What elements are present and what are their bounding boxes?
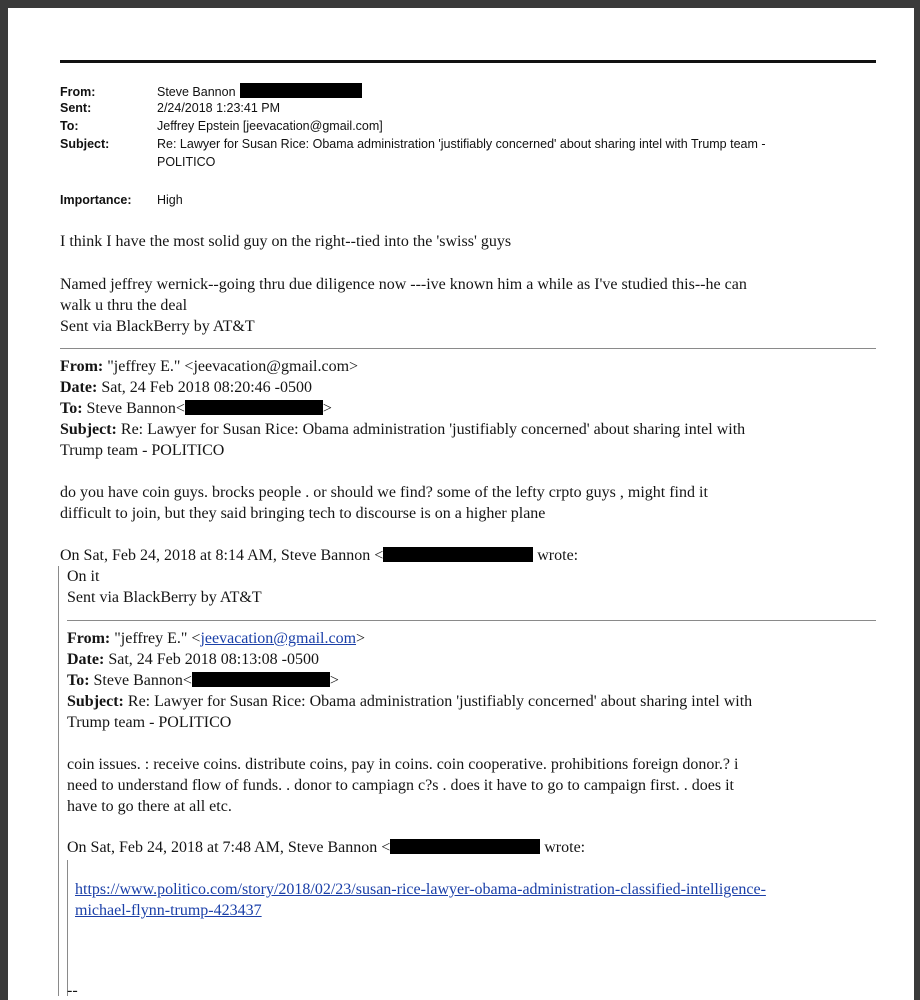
msg3-date-value: Sat, 24 Feb 2018 08:13:08 -0500: [108, 651, 319, 668]
article-link[interactable]: michael-flynn-trump-423437: [75, 902, 262, 919]
header-subject-label: Subject:: [60, 137, 110, 151]
msg2-date-value: Sat, 24 Feb 2018 08:20:46 -0500: [101, 379, 312, 396]
msg3-from-row: [67, 628, 365, 649]
msg2-body-line: difficult to join, but they said bringing tech to discourse is on a higher plane: [60, 505, 546, 522]
quote1-wrote: wrote:: [537, 547, 579, 564]
msg2-from-value: "jeffrey E." <jeevacation@gmail.com>: [107, 358, 359, 375]
header-importance-row: [60, 193, 183, 207]
redaction-bar: [185, 400, 323, 415]
msg3-to-row: [67, 670, 339, 691]
msg3-body-line: coin issues. : receive coins. distribute coins, pay in coins. coin cooperative. prohibitions foreign donor.? i: [67, 756, 739, 773]
msg3-subject-continuation: Trump team - POLITICO: [67, 714, 232, 731]
msg3-to-suffix: >: [329, 672, 339, 689]
message-divider: [60, 348, 876, 349]
quote2-article-link-line2[interactable]: [75, 900, 262, 921]
redaction-bar: [240, 83, 362, 98]
header-to-label: To:: [60, 119, 79, 133]
quote2-attribution-text: On Sat, Feb 24, 2018 at 7:48 AM, Steve Bannon <: [67, 839, 391, 856]
quote2-attribution: [67, 837, 585, 858]
header-to-value: Jeffrey Epstein [jeevacation@gmail.com]: [157, 119, 383, 133]
msg3-subject-value: Re: Lawyer for Susan Rice: Obama administration 'justifiably concerned' about sharing intel with: [127, 693, 753, 710]
redaction-bar: [192, 672, 330, 687]
msg2-to-value: Steve Bannon<: [86, 400, 185, 417]
msg2-from-label: From:: [60, 358, 104, 375]
header-from-label: From:: [60, 85, 96, 99]
message-divider: [67, 620, 876, 621]
msg2-to-suffix: >: [322, 400, 332, 417]
header-importance-label: Importance:: [60, 193, 132, 207]
msg3-from-email-link[interactable]: jeevacation@gmail.com: [200, 630, 357, 647]
header-sent-row: [60, 101, 280, 115]
quote-bar: [67, 860, 68, 996]
msg2-subject-value: Re: Lawyer for Susan Rice: Obama administration 'justifiably concerned' about sharing intel with: [120, 421, 746, 438]
quote1-attribution-text: On Sat, Feb 24, 2018 at 8:14 AM, Steve Bannon <: [60, 547, 384, 564]
quote-bar: [58, 566, 59, 996]
top-rule: [60, 60, 876, 63]
msg2-to-label: To:: [60, 400, 83, 417]
msg3-from-label: From:: [67, 630, 111, 647]
msg3-to-label: To:: [67, 672, 90, 689]
msg3-to-value: Steve Bannon<: [93, 672, 192, 689]
msg2-subject-label: Subject:: [60, 421, 117, 438]
msg3-subject-row: [67, 691, 752, 712]
signature-dash: --: [67, 982, 78, 999]
msg2-body-line: do you have coin guys. brocks people . or should we find? some of the lefty crpto guys , might find it: [60, 484, 708, 501]
msg2-date-row: [60, 377, 312, 398]
redaction-bar: [390, 839, 540, 854]
msg3-date-label: Date:: [67, 651, 105, 668]
header-subject-value: Re: Lawyer for Susan Rice: Obama administration 'justifiably concerned' about sharing intel with Trump team -: [157, 137, 766, 151]
msg3-date-row: [67, 649, 319, 670]
document-page: [8, 8, 914, 1000]
header-subject-continuation: POLITICO: [157, 155, 216, 169]
redaction-bar: [383, 547, 533, 562]
body1-line: I think I have the most solid guy on the right--tied into the 'swiss' guys: [60, 233, 512, 250]
quote1-line: On it: [67, 568, 100, 585]
header-from-value: Steve Bannon: [157, 85, 236, 99]
msg2-subject-continuation: Trump team - POLITICO: [60, 442, 225, 459]
msg3-from-suffix: >: [356, 630, 366, 647]
header-from-row: [60, 83, 362, 99]
msg2-subject-row: [60, 419, 745, 440]
article-link[interactable]: https://www.politico.com/story/2018/02/23/susan-rice-lawyer-obama-administration-classified-intelligence-: [75, 881, 766, 898]
msg3-subject-label: Subject:: [67, 693, 124, 710]
header-sent-value: 2/24/2018 1:23:41 PM: [157, 101, 281, 115]
quote2-article-link-line1[interactable]: [75, 879, 766, 900]
quote2-wrote: wrote:: [544, 839, 586, 856]
body1-signature: Sent via BlackBerry by AT&T: [60, 318, 255, 335]
header-to-row: [60, 119, 383, 133]
quote1-signature: Sent via BlackBerry by AT&T: [67, 589, 262, 606]
body1-line: Named jeffrey wernick--going thru due diligence now ---ive known him a while as I've studied this--he can: [60, 276, 747, 293]
msg2-date-label: Date:: [60, 379, 98, 396]
msg3-body-line: need to understand flow of funds. . donor to campiagn c?s . does it have to go to campaign first. . does it: [67, 777, 734, 794]
msg3-body-line: have to go there at all etc.: [67, 798, 232, 815]
msg2-from-row: [60, 356, 358, 377]
msg3-from-prefix: "jeffrey E." <: [114, 630, 201, 647]
body1-line: walk u thru the deal: [60, 297, 188, 314]
header-importance-value: High: [157, 193, 183, 207]
quote1-attribution: [60, 545, 578, 566]
header-sent-label: Sent:: [60, 101, 92, 115]
msg2-to-row: [60, 398, 332, 419]
header-subject-row: [60, 137, 766, 151]
